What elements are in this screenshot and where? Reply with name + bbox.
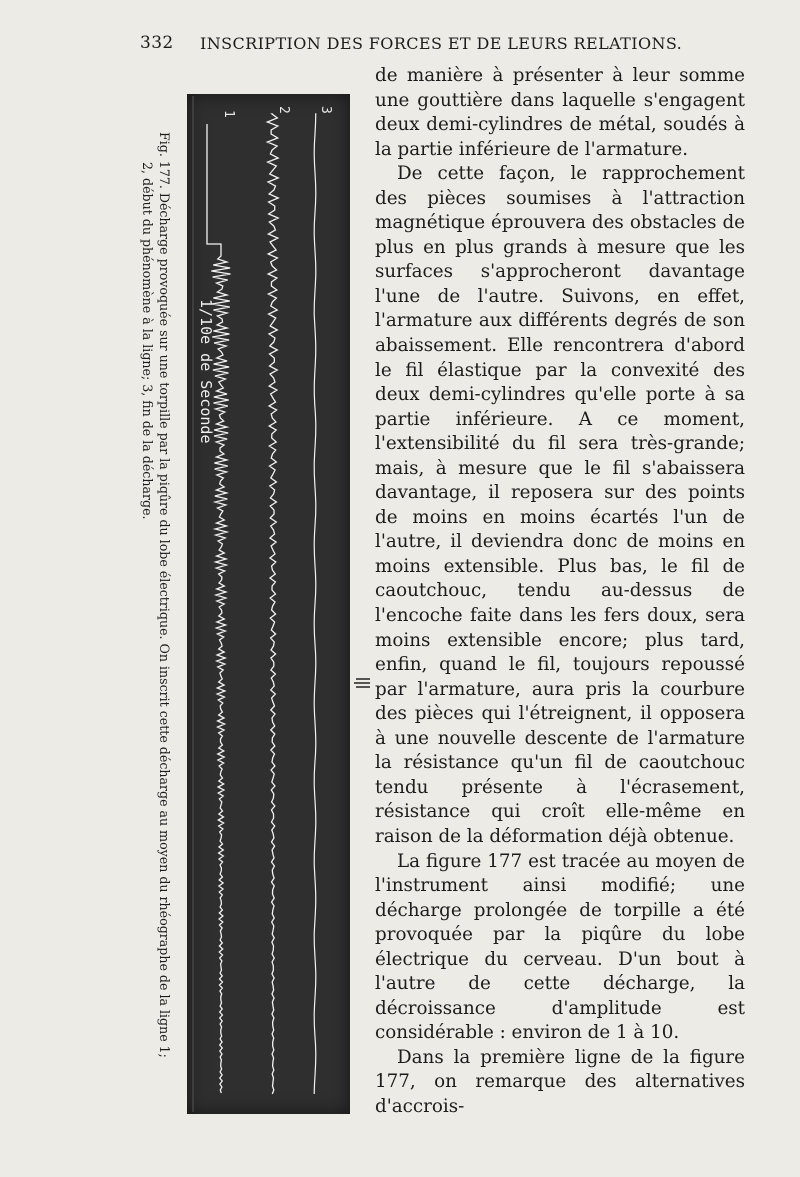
trace-2-line [267,114,278,1094]
paragraph-4: Dans la première ligne de la figure 177, on remarque des alternatives d'accrois- [375,1046,745,1117]
trace-1-line [207,124,231,1093]
figure-caption-line-2: 2, début du phénomène à la ligne; 3, fin de la décharge. [140,162,155,520]
paragraph-3: La figure 177 est tracée au moyen de l'instrument ainsi modifié; une décharge prolongée de torpille a été provoquée par la piqûre du lobe électrique du cerveau. D'un bout à l'autre de cette décharge, la décroissance d'amplitude est considérable : environ de 1 à 10. [375,850,745,1044]
paragraph-1: de manière à présenter à leur somme une gouttière dans laquelle s'engagent deux demi-cylindres de métal, soudés à la partie inférieure de l'armature. [375,65,745,160]
trace-label-2: 2 [276,106,291,114]
trace-label-1: 1 [221,110,236,118]
body-text [375,64,745,1120]
tracing-svg [187,94,350,1114]
time-scale-label: 1/10e de Seconde [197,299,215,444]
page-number: 332 [140,33,174,53]
figure-177-plate [187,94,350,1114]
page-header [140,33,700,57]
trace-label-3: 3 [318,106,333,114]
margin-mark [354,675,372,689]
running-title: INSCRIPTION DES FORCES ET DE LEURS RELATIONS. [200,34,683,53]
trace-3-line [314,114,316,1094]
paragraph-2: De cette façon, le rapprochement des pièces soumises à l'attraction magnétique éprouvera des obstacles de plus en plus grands à mesure que les surfaces s'approcheront davantage l'une de l'autre. Suivons, en effet, l'armature aux différents degrés de son abaissement. Elle rencontrera d'abord le fil élastique par la convexité des deux demi-cylindres qu'elle porte à sa partie inférieure. A ce moment, l'extensibilité du fil sera très-grande; mais, à mesure que le fil s'abaissera davantage, il reposera sur des points de moins en moins écartés l'un de l'autre, il deviendra donc de moins en moins extensible. Plus bas, le fil de caoutchouc, tendu au-dessus de l'encoche faite dans les fers doux, sera moins extensible encore; plus tard, enfin, quand le fil, toujours repoussé par l'armature, aura pris la courbure des pièces qui l'étreignent, il opposera à une nouvelle descente de l'armature la résistance qu'un fil de caoutchouc tendu présente à l'écrasement, résistance qui croît elle-même en raison de la déformation déjà obtenue. [375,163,745,847]
trace-group [207,114,316,1094]
figure-caption-line-1: Fig. 177. Décharge provoquée sur une torpille par la piqûre du lobe électrique. On inscrit cette décharge au moyen du rhéographe de la ligne 1; [157,132,172,1058]
